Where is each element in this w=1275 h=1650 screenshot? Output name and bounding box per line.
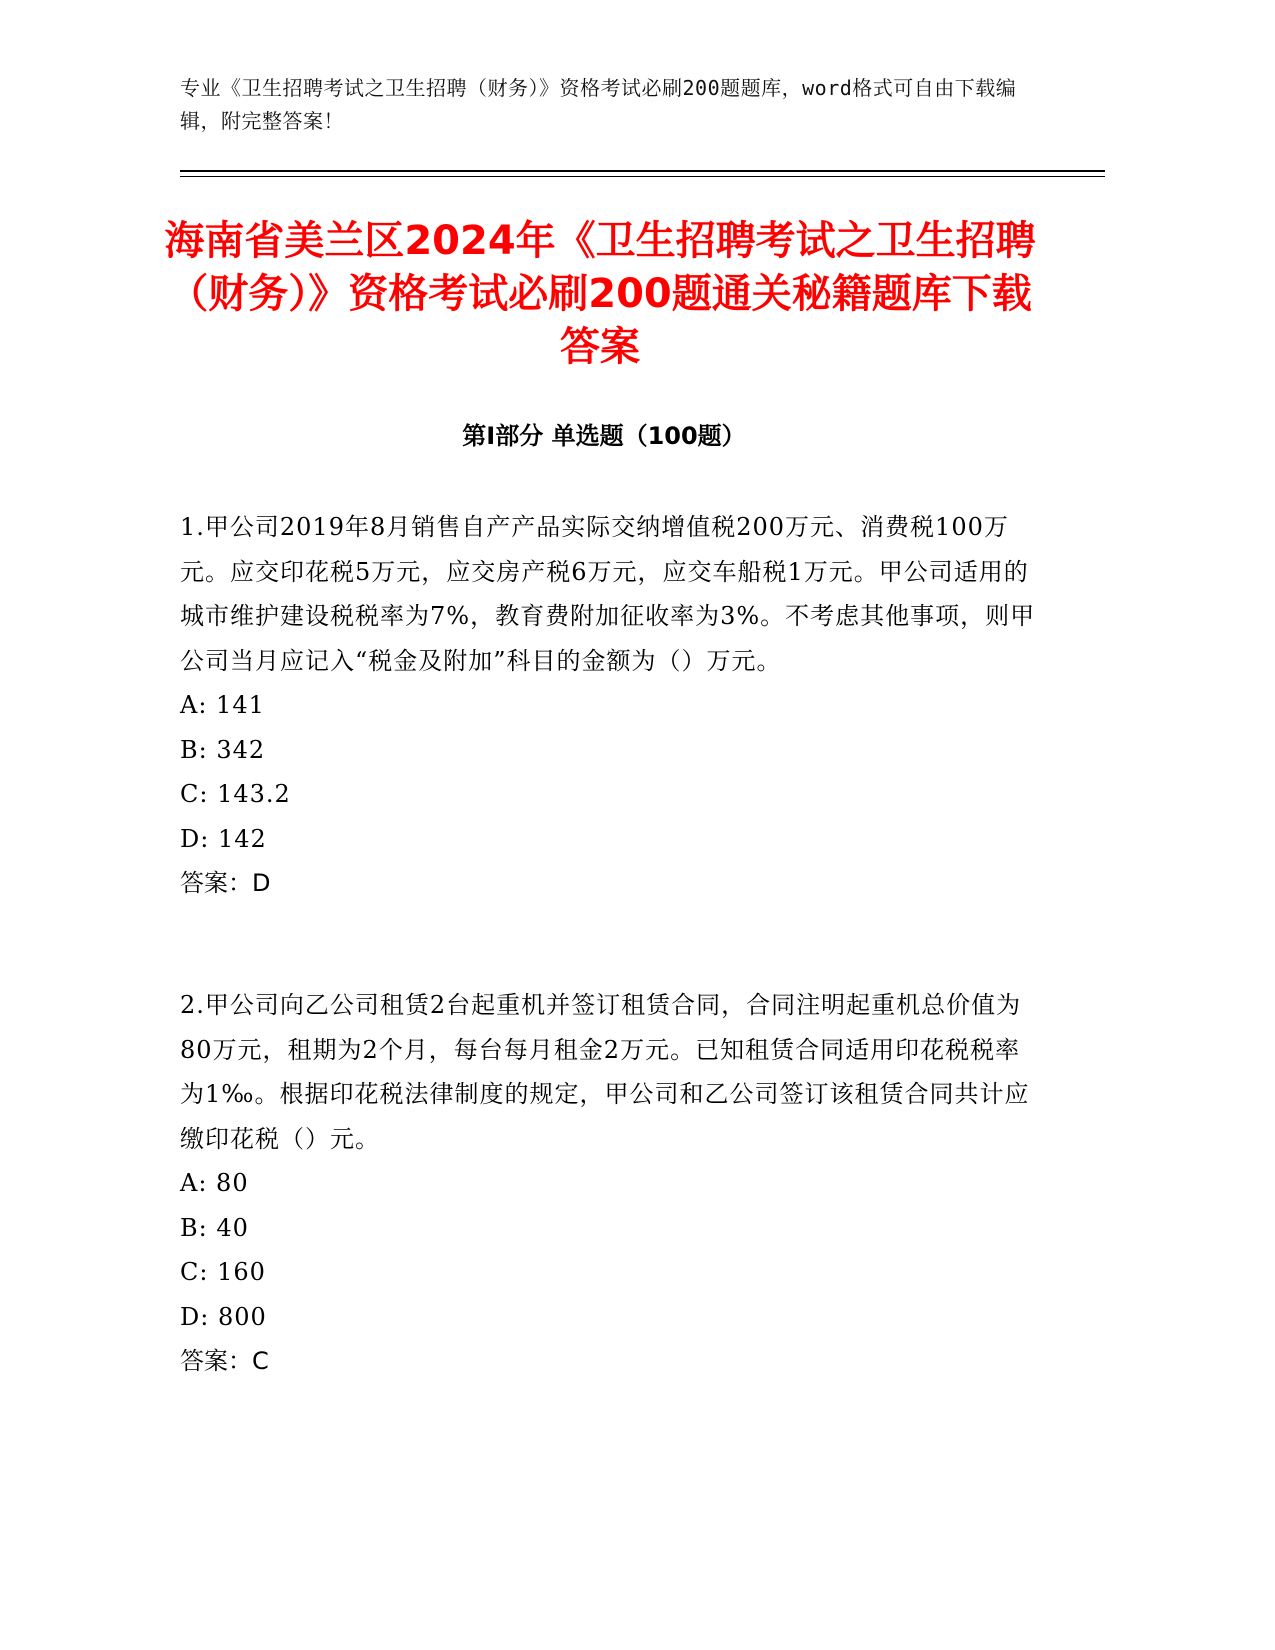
document-title: 海南省美兰区2024年《卫生招聘考试之卫生招聘（财务）》资格考试必刷200题通关秘籍题库下载答案	[164, 218, 1036, 370]
section-title: 第Ⅰ部分 单选题（100题）	[462, 422, 746, 450]
option-a: A: 141	[180, 691, 265, 719]
option-d: D: 142	[180, 824, 267, 853]
option-b: B: 40	[180, 1213, 249, 1242]
question-stem: 2.甲公司向乙公司租赁2台起重机并签订租赁合同，合同注明起重机总价值为80万元，租期为2个月，每台每月租金2万元。已知租赁合同适用印花税税率为1‰。根据印花税法律制度的规定，甲公司和乙公司签订该租赁合同共计应缴印花税（）元。	[180, 991, 1030, 1153]
option-b: B: 342	[180, 735, 266, 764]
option-c: C: 160	[180, 1258, 266, 1286]
question-2	[180, 983, 1040, 1383]
answer-line: 答案：C	[180, 1347, 269, 1375]
header-divider-thick	[180, 170, 1105, 172]
option-d: D: 800	[180, 1302, 267, 1331]
question-1	[180, 505, 1040, 905]
option-c: C: 143.2	[180, 780, 291, 808]
question-stem: 1.甲公司2019年8月销售自产产品实际交纳增值税200万元、消费税100万元。应交印花税5万元，应交房产税6万元，应交车船税1万元。甲公司适用的城市维护建设税税率为7%，教育费附加征收率为3%。不考虑其他事项，则甲公司当月应记入“税金及附加”科目的金额为（）万元。	[180, 513, 1036, 675]
header-divider-thin	[180, 176, 1105, 177]
header-note: 专业《卫生招聘考试之卫生招聘（财务）》资格考试必刷200题题库，word格式可自由下载编辑，附完整答案！	[180, 76, 1017, 133]
option-a: A: 80	[180, 1169, 249, 1197]
answer-line: 答案：D	[180, 869, 271, 897]
